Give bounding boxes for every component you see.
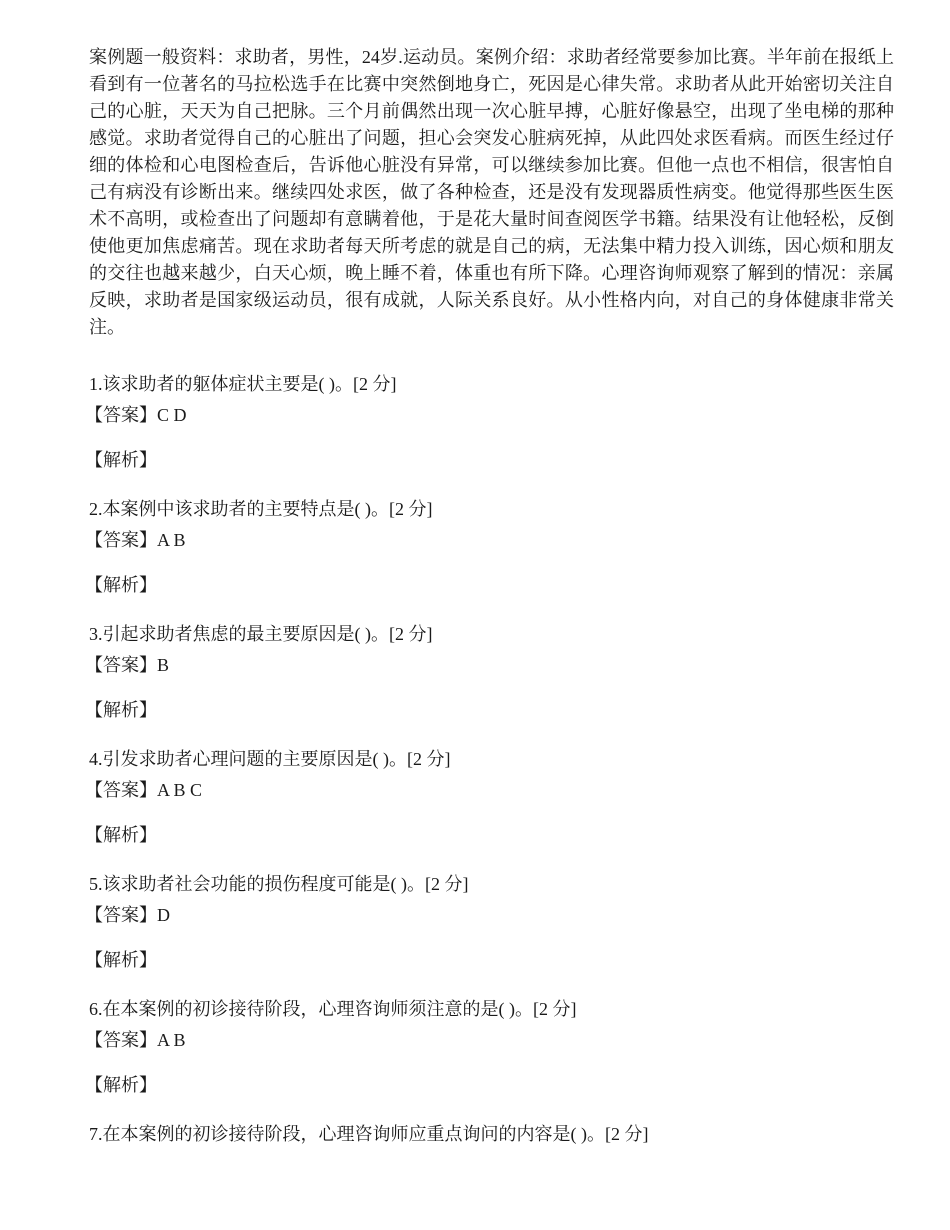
question-analysis: 【解析】 (85, 575, 157, 595)
question-title: 2.本案例中该求助者的主要特点是( )。[2 分] (89, 499, 433, 519)
question-title: 5.该求助者社会功能的损伤程度可能是( )。[2 分] (89, 874, 469, 894)
question-answer: 【答案】D (85, 905, 170, 925)
question-answer: 【答案】B (85, 655, 170, 675)
question-analysis: 【解析】 (85, 1075, 157, 1095)
question-answer: 【答案】A B (85, 530, 186, 550)
question-title: 4.引发求助者心理问题的主要原因是( )。[2 分] (89, 749, 451, 769)
question-answer: 【答案】A B C (85, 780, 203, 800)
question-title: 1.该求助者的躯体症状主要是( )。[2 分] (89, 374, 397, 394)
question-title: 7.在本案例的初诊接待阶段，心理咨询师应重点询问的内容是( )。[2 分] (89, 1124, 649, 1144)
question-analysis: 【解析】 (85, 950, 157, 970)
question-answer: 【答案】C D (85, 405, 187, 425)
question-item-3 (85, 621, 894, 724)
question-answer: 【答案】A B (85, 1030, 186, 1050)
question-title: 6.在本案例的初诊接待阶段，心理咨询师须注意的是( )。[2 分] (89, 999, 577, 1019)
question-item-4 (85, 746, 894, 849)
question-analysis: 【解析】 (85, 825, 157, 845)
question-analysis: 【解析】 (85, 450, 157, 470)
question-item-1 (85, 371, 894, 474)
question-item-5 (85, 871, 894, 974)
question-list (85, 371, 894, 1148)
question-item-7 (89, 1121, 894, 1148)
question-analysis: 【解析】 (85, 700, 157, 720)
question-item-2 (85, 496, 894, 599)
question-item-6 (85, 996, 894, 1099)
question-title: 3.引起求助者焦虑的最主要原因是( )。[2 分] (89, 624, 433, 644)
case-description: 案例题一般资料：求助者，男性，24岁.运动员。案例介绍：求助者经常要参加比赛。半年前在报纸上看到有一位著名的马拉松选手在比赛中突然倒地身亡，死因是心律失常。求助者从此开始密切关注自己的心脏，天天为自己把脉。三个月前偶然出现一次心脏早搏，心脏好像悬空，出现了坐电梯的那种感觉。求助者觉得自己的心脏出了问题，担心会突发心脏病死掉，从此四处求医看病。而医生经过仔细的体检和心电图检查后，告诉他心脏没有异常，可以继续参加比赛。但他一点也不相信，很害怕自己有病没有诊断出来。继续四处求医，做了各种检查，还是没有发现器质性病变。他觉得那些医生医术不高明，或检查出了问题却有意瞒着他，于是花大量时间查阅医学书籍。结果没有让他轻松，反倒使他更加焦虑痛苦。现在求助者每天所考虑的就是自己的病，无法集中精力投入训练，因心烦和朋友的交往也越来越少，白天心烦，晚上睡不着，体重也有所下降。心理咨询师观察了解到的情况：亲属反映，求助者是国家级运动员，很有成就，人际关系良好。从小性格内向，对自己的身体健康非常关注。 (89, 47, 894, 337)
